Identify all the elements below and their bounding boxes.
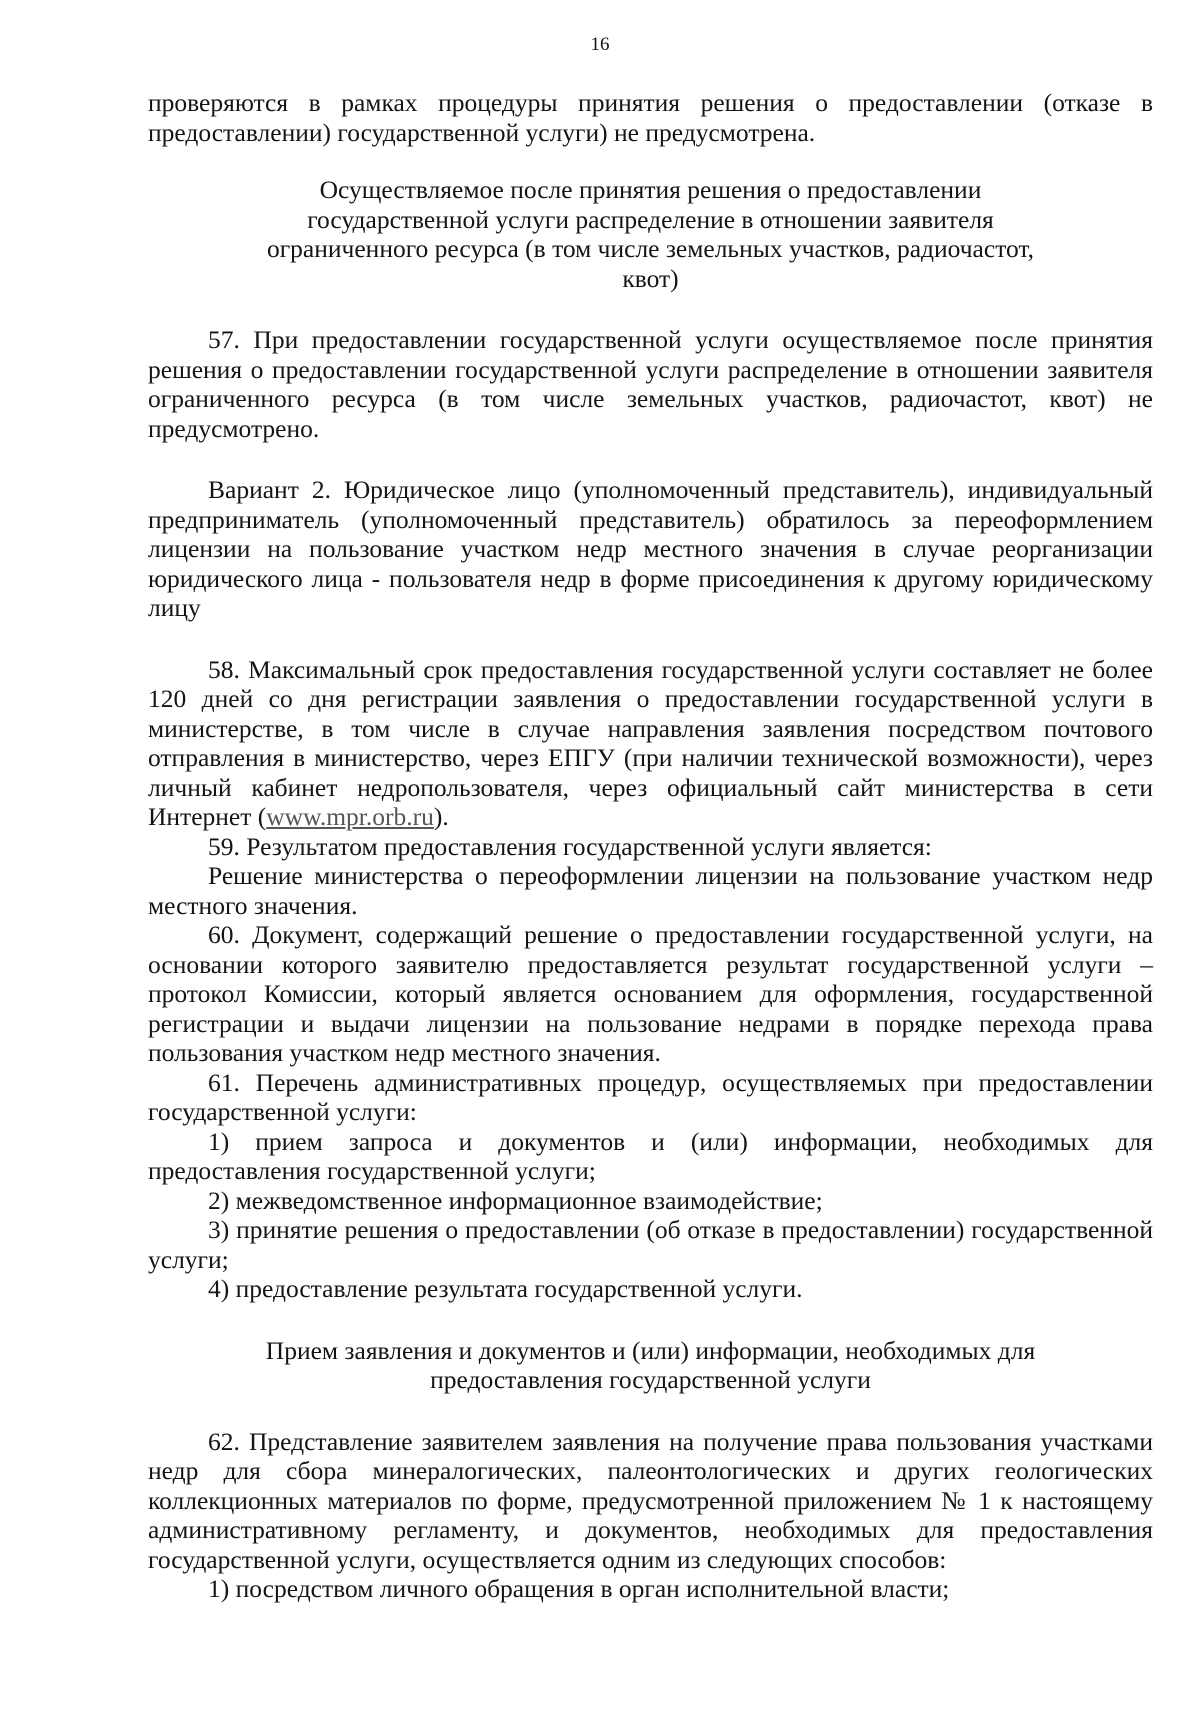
paragraph-60: 60. Документ, содержащий решение о предоставлении государственной услуги, на основании которого заявителю предоставляется результат государственной услуги – протокол Комиссии, который является основанием для оформления, государственной регистрации и выдачи лицензии на пользование недрами в порядке перехода права пользования участком недр местного значения.	[148, 920, 1153, 1067]
paragraph-62: 62. Представление заявителем заявления на получение права пользования участками недр для сбора минералогических, палеонтологических и других геологических коллекционных материалов по форме, предусмотренной приложением № 1 к настоящему административному регламенту, и документов, необходимых для предоставления государственной услуги, осуществляется одним из следующих способов:	[148, 1426, 1153, 1574]
procedure-item-1: 1) прием запроса и документов и (или) информации, необходимых для предоставления государственной услуги;	[148, 1126, 1153, 1185]
paragraph-58	[148, 655, 1153, 832]
paragraph-59-result: Решение министерства о переоформлении лицензии на пользование участком недр местного значения.	[148, 861, 1153, 920]
variant-2-heading: Вариант 2. Юридическое лицо (уполномоченный представитель), индивидуальный предприниматель (уполномоченный представитель) обратилось за переоформлением лицензии на пользование участком недр местного значения в случае реорганизации юридического лица - пользователя недр в форме присоединения к другому юридическому лицу	[148, 475, 1153, 622]
method-item-1: 1) посредством личного обращения в орган исполнительной власти;	[208, 1574, 950, 1603]
document-body	[148, 88, 1153, 1604]
paragraph-continuation: проверяются в рамках процедуры принятия решения о предоставлении (отказе в предоставлении) государственной услуги) не предусмотрена.	[148, 88, 1153, 147]
procedure-item-3: 3) принятие решения о предоставлении (об отказе в предоставлении) государственной услуги;	[148, 1215, 1153, 1274]
paragraph-59: 59. Результатом предоставления государственной услуги является:	[208, 831, 932, 861]
ministry-website-link[interactable]: www.mpr.orb.ru	[266, 802, 434, 831]
paragraph-57: 57. При предоставлении государственной услуги осуществляемое после принятия решения о предоставлении государственной услуги распределение в отношении заявителя ограниченного ресурса (в том числе земельных участков, радиочастот, квот) не предусмотрено.	[148, 325, 1153, 443]
paragraph-61: 61. Перечень административных процедур, осуществляемых при предоставлении государственной услуги:	[148, 1067, 1153, 1126]
section-heading-resource: Осуществляемое после принятия решения о предоставлении государственной услуги распределение в отношении заявителя ограниченного ресурса (в том числе земельных участков, радиочастот, квот)	[266, 175, 1035, 293]
paragraph-58-end: ).	[433, 802, 449, 831]
procedure-item-4: 4) предоставление результата государственной услуги.	[208, 1274, 803, 1303]
page-number: 16	[590, 34, 610, 55]
paragraph-58-text: 58. Максимальный срок предоставления государственной услуги составляет не более 120 дней со дня регистрации заявления о предоставлении государственной услуги в министерстве, в том числе в случае направления заявления посредством почтового отправления в министерство, через ЕПГУ (при наличии технической возможности), через личный кабинет недропользователя, через официальный сайт министерства в сети Интернет (	[148, 654, 1153, 831]
procedure-item-2: 2) межведомственное информационное взаимодействие;	[208, 1185, 823, 1215]
section-heading-reception: Прием заявления и документов и (или) информации, необходимых для предоставления государственной услуги	[265, 1335, 1036, 1394]
